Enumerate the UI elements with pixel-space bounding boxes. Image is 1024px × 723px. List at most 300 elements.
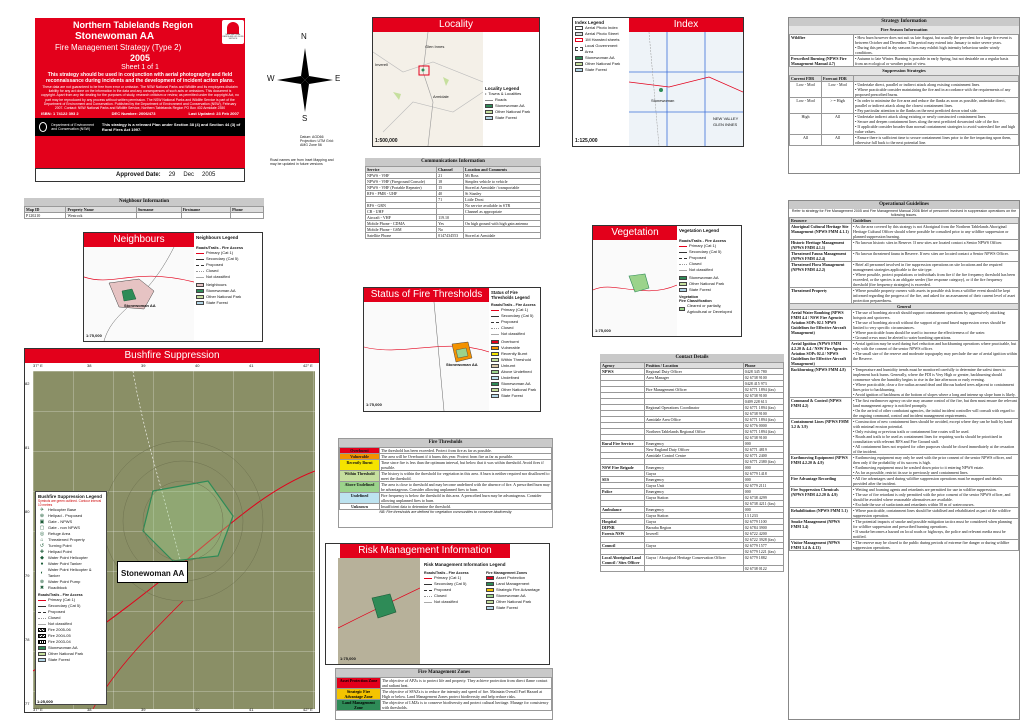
row-value xyxy=(854,35,1019,56)
road-icon xyxy=(485,100,493,101)
risk-scale: 1:75,000 xyxy=(340,656,356,661)
table-cell: 119.10 xyxy=(437,215,464,221)
resource-name: Backburning (NPWS FMM 4.8) xyxy=(790,367,852,398)
table-cell: No service available in STR xyxy=(464,203,541,209)
x-tick-label: 39 xyxy=(141,707,146,712)
legend-label: Within Threshold xyxy=(501,357,531,362)
status-swatch-icon xyxy=(491,340,499,344)
legend-label: Proposed xyxy=(689,255,707,260)
legend-label: Secondary (Cat 5) xyxy=(206,256,239,261)
table-cell: 02 6771 2400 xyxy=(743,453,783,459)
table-cell xyxy=(136,213,181,219)
x-tick-label: 42° E xyxy=(303,363,313,368)
map-symbol-icon: ✖ xyxy=(39,585,45,591)
table-cell: Stored at Armidale / transportable xyxy=(464,185,541,191)
map-symbol-icon: ● xyxy=(40,561,44,567)
table-cell: 02 6771 2380 (fax) xyxy=(743,459,783,465)
threshold-text: Insufficient data to determine the threshold. xyxy=(380,504,552,510)
isbn: ISBN: 1 74122 393 2 xyxy=(41,111,79,117)
table-cell: Emergency xyxy=(645,477,744,483)
title-panel xyxy=(35,18,245,168)
legend-label: Water Point Tanker xyxy=(48,561,82,566)
index-legend-title: Index Legend xyxy=(575,20,605,25)
table-row xyxy=(601,566,784,572)
npws-logo xyxy=(222,20,244,44)
neighbours-panel xyxy=(83,232,263,342)
legend-label: State Forest xyxy=(206,300,228,305)
table-cell: 000 xyxy=(743,441,783,447)
legend-label: State Forest xyxy=(48,657,70,662)
table-cell: 02 6771 1894 (fax) xyxy=(743,387,783,393)
legend-row xyxy=(491,393,541,399)
neighbours-title: Neighbours xyxy=(84,233,194,247)
zone-swatch-icon xyxy=(486,588,494,592)
place-label: Stonewoman xyxy=(651,98,675,103)
bullet-text: • The use of bombing aircraft should support containment operations by aggressively attacking hotspots and spotovers. xyxy=(853,310,1005,320)
table-row xyxy=(340,504,552,510)
y-tick-label: 82 xyxy=(25,381,30,386)
dept-logo-icon xyxy=(39,122,47,132)
table-row xyxy=(790,114,1019,135)
status-swatch-icon xyxy=(491,346,499,350)
guideline-text xyxy=(852,288,1019,304)
bushfire-legend-title: Bushfire Suppression Legend xyxy=(38,494,103,499)
table-row xyxy=(790,135,1019,146)
map-symbol-icon: ◎ xyxy=(39,531,45,537)
resource-name: Threatened Property xyxy=(790,288,852,304)
legend-label: Secondary (Cat 5) xyxy=(501,313,534,318)
table-cell: 02 6779 2111 xyxy=(743,483,783,489)
npws-logo-text: NSW NATIONAL PARKS AND WILDLIFE SERVICE xyxy=(222,34,244,40)
legend-label: Closed xyxy=(206,268,219,273)
threshold-status: Vulnerable xyxy=(340,454,380,460)
table-cell: 02 6776 0000 xyxy=(743,423,783,429)
road-line-icon xyxy=(424,602,432,603)
table-cell xyxy=(231,213,264,219)
dec-number: DEC Number: 2006/473 xyxy=(111,111,156,117)
table-cell: Inverell xyxy=(645,531,744,537)
current-fdr: High xyxy=(790,114,822,135)
roads-title: Roads/Trails - Fire Access xyxy=(196,246,244,250)
legend-label: Stonewoman AA xyxy=(585,55,615,60)
legend-label: Other National Park xyxy=(496,599,532,604)
risk-legend-title: Risk Management Information Legend xyxy=(424,562,506,567)
table-row xyxy=(790,56,1019,67)
road-line-icon xyxy=(196,265,204,266)
map-symbol-icon: ⊗ xyxy=(39,579,45,585)
bushfire-map xyxy=(33,371,315,709)
contacts-panel xyxy=(600,354,784,659)
bullet-text: • During this period in dry seasons fires may exhibit high intensity behaviour under windy conditions. xyxy=(855,45,1000,55)
strategy-title: Strategy Information xyxy=(789,18,1019,26)
strategy-text xyxy=(854,98,1019,114)
roads-title: Roads/Trails - Fire Access xyxy=(679,239,727,243)
area-swatch-icon xyxy=(196,289,204,293)
bullet-text: • Autumn to late Winter. Burning is possible in early Spring, but not desirable on a regular basis from an ecological or weather point of view. xyxy=(855,56,1009,66)
legend-label: Roadblock xyxy=(48,585,67,590)
cleared-swatch-icon xyxy=(679,307,685,311)
compass-s: S xyxy=(302,114,308,123)
table-cell: Area Manager xyxy=(645,375,744,381)
legend-label: Primary (Cat 1) xyxy=(206,250,234,255)
table-cell: Guyra Unit xyxy=(645,483,744,489)
strategy-text xyxy=(854,114,1019,135)
table-row xyxy=(790,310,1019,341)
table-cell: 02 6771 1894 (fax) xyxy=(743,417,783,423)
table-cell: Emergency xyxy=(645,465,744,471)
neighbours-scale: 1:75,000 xyxy=(86,333,102,338)
legend-row xyxy=(38,567,104,579)
fire-thresholds-table-panel xyxy=(338,438,553,528)
table-cell: Local Aboriginal Land Council / Sites Officer xyxy=(601,555,645,566)
table-row xyxy=(790,224,1019,240)
contacts-title: Contact Details xyxy=(600,354,784,362)
resource-name: Threatened Fauna Management (NPWS FMM 4.2.4) xyxy=(790,251,852,262)
bullet-text: • No known threatened fauna in Reserve. If new sites are located contact a Senior NPWS Officer. xyxy=(853,251,1009,256)
legend-label: Stonewoman AA xyxy=(48,645,78,650)
vegetation-legend-title: Vegetation Legend xyxy=(679,228,720,233)
title-line2: Stonewoman AA xyxy=(75,31,155,42)
current-fdr: All xyxy=(790,135,822,146)
road-line-icon xyxy=(196,271,204,272)
legend-label: Secondary (Cat 5) xyxy=(434,581,467,586)
table-cell: 02 6738 9100 xyxy=(743,375,783,381)
table-row xyxy=(790,455,1019,476)
table-cell: 000 xyxy=(743,465,783,471)
index-panel xyxy=(572,17,744,147)
resource-name: Containment Lines (NPWS FMM 3.2 & 3.9) xyxy=(790,419,852,455)
table-cell: 02 6771 1894 (fax) xyxy=(743,405,783,411)
legend-label: Asset Protection xyxy=(496,575,526,580)
table-cell: Simplex vehicle to vehicle xyxy=(464,179,541,185)
area-swatch-icon xyxy=(38,646,46,650)
zone-name: Strategic Fire Advantage Zone xyxy=(337,689,381,700)
table-cell: 02 6722 4200 xyxy=(743,531,783,537)
area-swatch-icon xyxy=(491,382,499,386)
bullet-text: • The small size of the reserve and moderate topography may preclude the use of aerial ignition within the Reserve. xyxy=(853,351,1017,361)
resource-name: Command & Control (NPWS FMM 4.2) xyxy=(790,398,852,419)
table-cell: 02 6738 0122 xyxy=(743,566,783,572)
table-cell: Stored at Armidale xyxy=(464,233,541,239)
bullet-text: • Where practicable, containment lines should be stabilised and rehabilitated as part of the wildfire suppression operation. xyxy=(853,508,1011,518)
col-header: Property Name xyxy=(66,207,136,213)
table-row xyxy=(790,398,1019,419)
bullet-text: • Earthmoving equipment may only be used with the prior consent of the senior NPWS officer, and then only if the probability of its success is high. xyxy=(853,455,1012,465)
road-line-icon xyxy=(38,600,46,601)
legend-label: Gate - NPWS xyxy=(48,519,73,524)
approved-month: Dec xyxy=(183,172,195,178)
table-cell: Forests NSW xyxy=(601,531,645,537)
zone-swatch-icon xyxy=(486,576,494,580)
x-tick-label: 40 xyxy=(195,363,200,368)
bullet-text: • All containment lines not required for other purposes should be closed immediately at the cessation of the incident. xyxy=(853,444,1015,454)
resource-name: Rehabilitation (NPWS FMM 5.1) xyxy=(790,508,852,519)
legend-label: Stonewoman AA xyxy=(495,103,525,108)
approved-date-row xyxy=(35,168,245,182)
map-symbol-icon: ◐ xyxy=(40,570,44,576)
bullet-text: • Temperature and humidity trends must be monitored carefully to determine the safest times to implement back burns. Generally, where the FDI is Very High or greater, backburning should commence when the humidity begins to rise in the late afternoon or early evening. xyxy=(853,367,1006,382)
table-cell: Fire Management Officer xyxy=(645,387,744,393)
col-current-fdr: Current FDR xyxy=(790,76,822,82)
legend-label: Proposed xyxy=(434,587,452,592)
table-row xyxy=(790,262,1019,288)
table-row xyxy=(337,689,552,700)
index-title: Index xyxy=(629,18,743,32)
road-line-icon xyxy=(424,578,432,579)
bullet-text: • Undertake direct, parallel or indirect attack along existing containment lines. xyxy=(855,82,981,87)
table-cell: NPWS - VHF (Fireground Console) xyxy=(366,179,437,185)
table-cell: Guyra xyxy=(645,543,744,549)
table-cell: Emergency xyxy=(645,507,744,513)
operational-table xyxy=(789,217,1019,551)
datum-text: Datum: AGD66 Projection: UTM Grid: AMG Zone 56 xyxy=(300,135,334,147)
current-fdr: Low - Mod xyxy=(790,98,822,114)
resource-name: Visitor Management (NPWS FMM 3.4 & 4.13) xyxy=(790,540,852,551)
bushfire-title: Bushfire Suppression xyxy=(25,349,319,363)
threshold-status: Within Threshold xyxy=(340,471,380,482)
col-phone: Phone xyxy=(743,363,783,369)
roads-title: Roads/Trails - Fire Access xyxy=(424,571,469,575)
legend-row xyxy=(424,599,482,605)
resource-name: Threatened Flora Management (NPWS FMM 4.2.2) xyxy=(790,262,852,288)
col-guidelines: Guidelines xyxy=(852,218,1019,224)
row-key: Prescribed Burning (NPWS Fire Management Manual 4.7) xyxy=(790,56,854,67)
bullet-text: • Undertake indirect attack along existing or newly constructed containment lines. xyxy=(855,114,987,119)
threshold-status: Undefined xyxy=(340,493,380,504)
table-cell: Guyra xyxy=(645,519,744,525)
legend-label: Aerial Photo Index xyxy=(585,25,618,30)
table-row xyxy=(790,540,1019,551)
table-cell: 02 6738 4299 xyxy=(743,495,783,501)
x-tick-label: 38 xyxy=(87,363,92,368)
dept-name: Department of Environment and Conservation (NSW) xyxy=(51,123,95,132)
y-tick-label: 78 xyxy=(25,637,30,642)
vegetation-scale: 1:75,000 xyxy=(595,328,611,333)
table-cell: 02 6738 9100 xyxy=(743,411,783,417)
approved-year: 2005 xyxy=(202,172,216,178)
bullet-text: • Ensure there is sufficient time to secure containment lines prior to the fire impacting upon them, otherwise fall back to the next potential line. xyxy=(855,135,1012,145)
bullet-text: • How burn however does not suit us late August, but usually the prevalent for a large fire event is between October and December. This period may extend into January to mitre severe years. xyxy=(855,35,1012,45)
table-cell: Westrock xyxy=(66,213,136,219)
bullet-text: • All fire advantages used during wildfire suppression operations must be mapped and details provided after the incident. xyxy=(853,476,1003,486)
fire-history-icon xyxy=(38,634,46,638)
status-swatch-icon xyxy=(491,370,499,374)
legend-label: Not classified xyxy=(206,274,230,279)
zone-text: The objective of APZs is to protect life and property. They achieve protection from direct flame contact and radiant heat. xyxy=(381,678,552,689)
suppression-title: Suppression Strategies xyxy=(789,67,1019,75)
guideline-text xyxy=(852,251,1019,262)
road-line-icon xyxy=(196,277,204,278)
bullet-text: • Secure and deepen containment lines along the next predicted downwind side of the fire. xyxy=(855,119,1000,124)
table-cell: 71 xyxy=(437,197,464,203)
fire-history-icon xyxy=(38,628,46,632)
fmz-panel xyxy=(335,668,553,720)
legend-label: Gate - non NPWS xyxy=(48,525,81,530)
zone-swatch-icon xyxy=(486,600,494,604)
table-row xyxy=(25,213,264,219)
legend-label: Aerial Photo Street xyxy=(585,31,619,36)
locality-map xyxy=(373,32,483,146)
bullet-text: • Where possible, protect populations or individuals from fire if the fire frequency threshold has been exceeded, or the species is an obligate seeder (fire response category), or if the fire frequency threshold (fire frequency strategies) is exceeded. xyxy=(853,272,1015,287)
zone-text: The objective of SFAZs is to reduce the intensity and speed of fire. Maintain Overall Fuel Hazard at High or below. Land Management Zones protect biodiversity and help reduce risks. xyxy=(381,689,552,700)
bullet-text: • If smoke becomes a hazard on local roads or highways, the police and relevant media must be notified. xyxy=(853,529,1006,539)
legend-label: Refuge Area xyxy=(48,531,71,536)
table-row xyxy=(601,555,784,566)
road-line-icon xyxy=(38,612,46,613)
bullet-text: • Brief all personnel involved in fire suppression operations on site locations and the required management strategies applicable to the site type. xyxy=(853,262,1003,272)
map-symbol-icon: ▣ xyxy=(39,519,45,525)
legend-row xyxy=(38,585,104,591)
fire-season-title: Fire Season Information xyxy=(789,26,1019,34)
road-line-icon xyxy=(679,270,687,271)
table-cell: 000 xyxy=(743,489,783,495)
col-channel: Channel xyxy=(437,167,464,173)
fire-history-icon xyxy=(38,640,46,644)
compass xyxy=(267,32,341,123)
x-ticks-top xyxy=(33,363,315,371)
strategy-panel xyxy=(788,17,1020,174)
compass-rose-icon xyxy=(275,40,335,115)
risk-title: Risk Management Information xyxy=(340,544,510,558)
table-cell: Guyra xyxy=(645,471,744,477)
y-tick-label: 77 xyxy=(25,701,30,706)
table-cell: RFS - PMR - UHF xyxy=(366,191,437,197)
status-swatch-icon xyxy=(491,376,499,380)
vegetation-title: Vegetation xyxy=(593,226,677,240)
legend-label: Primary (Cat 1) xyxy=(689,243,717,248)
x-tick-label: 40 xyxy=(195,707,200,712)
table-row xyxy=(790,82,1019,98)
guideline-text xyxy=(852,341,1019,367)
area-swatch-icon xyxy=(196,295,204,299)
table-cell: 02 6779 1100 xyxy=(743,519,783,525)
legend-row xyxy=(38,657,104,663)
table-cell: Little Drost xyxy=(464,197,541,203)
legend-label: Vulnerable xyxy=(501,345,520,350)
threshold-text: The history is within the threshold for vegetation in this area. A burn is neither required nor disallowed to meet the threshold. xyxy=(381,471,550,481)
road-line-icon xyxy=(196,253,204,254)
npws-logo-icon xyxy=(227,22,239,34)
table-cell: CB - UHF xyxy=(366,209,437,215)
town-label: Inverell xyxy=(375,62,388,67)
guideline-text xyxy=(852,487,1019,508)
title-line1: Northern Tablelands Region xyxy=(73,20,193,30)
bullet-text: • On the arrival of other combatant agencies, the initial incident controller will consult with regard to the ongoing command, control and incident management requirements. xyxy=(853,408,1015,418)
locality-scale: 1:500,000 xyxy=(375,138,398,144)
y-ticks xyxy=(25,371,33,709)
approved-day: 29 xyxy=(168,172,176,178)
compass-w: W xyxy=(267,74,275,83)
table-cell: P120210 xyxy=(25,213,66,219)
bullet-text: • Exclude the use of surfactants and retardants within 50 m of watercourses. xyxy=(853,502,975,507)
bullet-text: • Only existing or previous trails or containment line routes will be used. xyxy=(853,429,970,434)
veg-sub-title: Vegetation xyxy=(679,295,699,299)
table-cell: Mobile Phone - CDMA xyxy=(366,221,437,227)
bullet-text: • Avoid ignition of backburns at the bottom of slopes where a long and intense up slope burn is likely. xyxy=(853,392,1016,397)
index-scale: 1:125,000 xyxy=(575,138,598,144)
table-cell: 0147434553 xyxy=(437,233,464,239)
table-row xyxy=(790,251,1019,262)
town-label: Glen Innes xyxy=(425,44,445,49)
table-cell: Guyra Station xyxy=(645,513,744,519)
bullet-text: • Where practicable, clear a fire radius around dead and fibrous barked trees adjacent to containment lines prior to backburning. xyxy=(853,382,1014,392)
neighbours-legend xyxy=(196,235,262,306)
legend-label: Other National Park xyxy=(689,281,725,286)
x-tick-label: 42° E xyxy=(303,707,313,712)
x-tick-label: 39 xyxy=(141,363,146,368)
bullet-text: • If applicable consider broader than normal containment strategies to avoid watershed fire and high value values. xyxy=(855,124,1016,134)
forecast-fdr: All xyxy=(822,114,854,135)
legend-label: Overburnt xyxy=(501,339,519,344)
col-header: Surname xyxy=(136,207,181,213)
guideline-text xyxy=(852,240,1019,251)
table-cell: Northern Tablelands Regional Office xyxy=(645,429,744,435)
legend-label: Not classified xyxy=(501,331,525,336)
table-cell: 40 xyxy=(437,191,464,197)
vegetation-legend xyxy=(679,228,741,315)
table-cell: 000 xyxy=(743,507,783,513)
table-row xyxy=(337,678,552,689)
legend-label: Other National Park xyxy=(495,109,531,114)
road-line-icon xyxy=(38,624,46,625)
road-line-icon xyxy=(38,606,46,607)
threshold-text: The area is close to threshold and may become undefined with the absence of fire. A prescribed burn may be advantageous. Consider allowing unplanned fires to burn. xyxy=(381,482,550,492)
legend-label: Stonewoman AA xyxy=(689,275,719,280)
legend-label: Undefined xyxy=(501,375,520,380)
suppression-table xyxy=(789,75,1019,146)
road-line-icon xyxy=(679,258,687,259)
fire-thresholds-scale: 1:75,000 xyxy=(366,402,382,407)
sf-swatch-icon xyxy=(575,68,583,72)
resource-name: Aerial Ignition (NPWS FMM 4.2.20 & 4.4 / NSW Fire Agencies Aviation SOPs 02.4 / NPWS Guidelines for Effective Aircraft Management) xyxy=(790,341,852,367)
legend-label: Secondary (Cat 5) xyxy=(689,249,722,254)
table-cell: RFS - GRN xyxy=(366,203,437,209)
status-swatch-icon xyxy=(491,352,499,356)
bullet-text: • Wetting and foaming agents and retardants are permitted for use in wildfire suppression. xyxy=(853,487,997,492)
x-ticks-bottom xyxy=(33,707,315,713)
col-resource: Resource xyxy=(790,218,852,224)
area-swatch-icon xyxy=(679,288,687,292)
legend-label: Above Undefined xyxy=(501,369,532,374)
y-tick-label: 79 xyxy=(25,573,30,578)
table-cell: 02 6738 9100 xyxy=(743,393,783,399)
legend-label: Land Management xyxy=(496,581,530,586)
resource-name: Smoke Management (NPWS FMM 3.4) xyxy=(790,519,852,540)
table-cell: 02 6779 1221 (fax) xyxy=(743,549,783,555)
fire-class-title: Fire Classification xyxy=(679,299,712,303)
threshold-status: Overburnt xyxy=(340,448,380,454)
x-tick-label: 37° E xyxy=(33,363,43,368)
resource-name: Earthmoving Equipment (NPWS FMM 4.2.20 & 4.9) xyxy=(790,455,852,476)
x-tick-label: 38 xyxy=(87,707,92,712)
table-cell: 02 6779 1418 xyxy=(743,471,783,477)
risk-map xyxy=(338,558,420,664)
legend-label: State Forest xyxy=(495,115,517,120)
guideline-text xyxy=(852,519,1019,540)
table-row xyxy=(790,476,1019,487)
threshold-text: The threshold has been exceeded. Protect from fire as far as possible. xyxy=(380,448,552,454)
legend-label: Other National Park xyxy=(585,61,621,66)
legend-row xyxy=(491,331,541,337)
bullet-text: • Construction of new containment lines should be avoided, except where they can be built by hand with minimal erosion potential. xyxy=(853,419,1013,429)
table-row xyxy=(790,240,1019,251)
table-cell: NSW Fire Brigade xyxy=(601,465,645,471)
fmz-table xyxy=(336,677,552,711)
map-symbol-icon: ◆ xyxy=(40,555,44,561)
road-line-icon xyxy=(491,328,499,329)
legend-label: Water Point Helicopter xyxy=(48,555,88,560)
table-cell: Armidale Control Centre xyxy=(645,453,744,459)
